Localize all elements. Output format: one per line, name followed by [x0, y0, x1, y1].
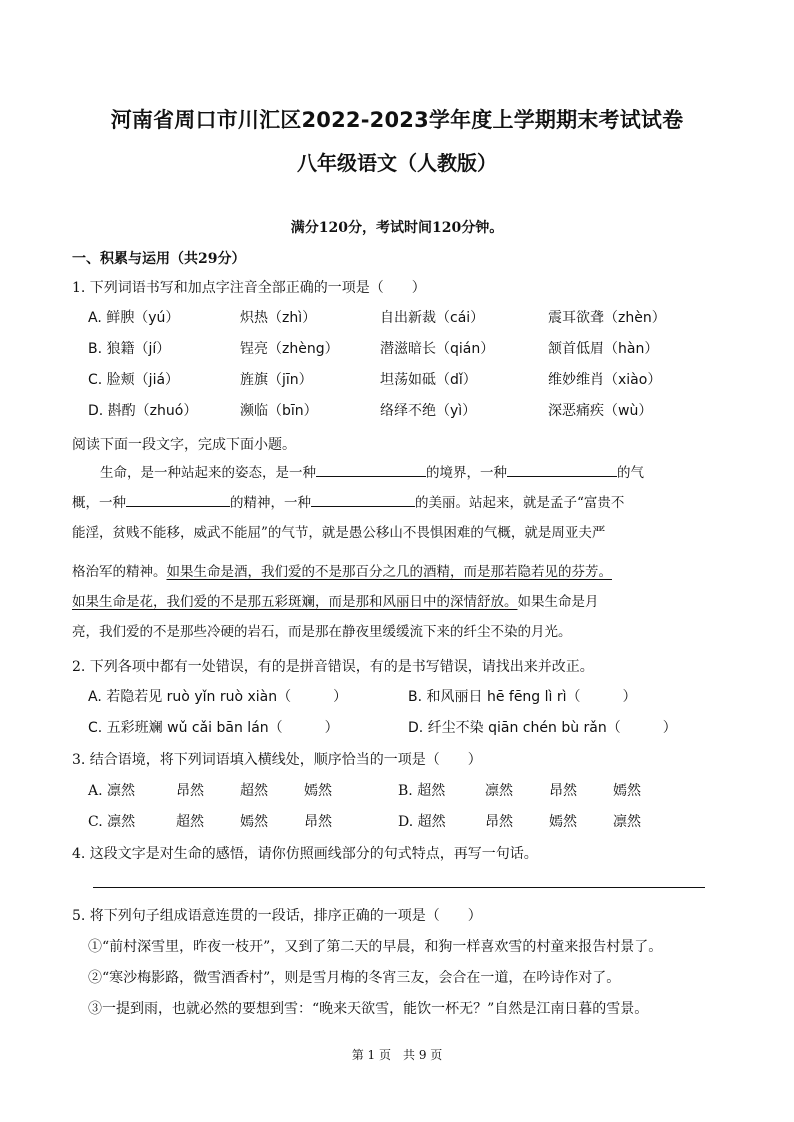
question-3-stem: 3. 结合语境，将下列词语填入横线处，顺序恰当的一项是（ ） [72, 752, 482, 768]
passage-text: 格治军的精神。 [72, 564, 167, 580]
q3-option-c-3: 嫣然 [240, 814, 268, 830]
q1-option-a-3: 自出新裁（cái） [380, 310, 485, 326]
question-5-stem: 5. 将下列句子组成语意连贯的一段话，排序正确的一项是（ ） [72, 908, 482, 924]
question-2-stem: 2. 下列各项中都有一处错误，有的是拼音错误，有的是书写错误，请找出来并改正。 [72, 659, 594, 675]
q1-option-b-1: B. 狼籍（jí） [88, 341, 171, 357]
q1-option-b-4: 颔首低眉（hàn） [548, 341, 659, 357]
passage-text: 生命，是一种站起来的姿态，是一种 [100, 465, 316, 481]
passage-line-5 [72, 587, 599, 617]
q1-option-c-4: 维妙维肖（xiào） [548, 372, 662, 388]
q1-option-c-2: 旌旗（jīn） [240, 372, 313, 388]
q3-option-d-4: 凛然 [613, 814, 641, 830]
q3-option-a-2: 昂然 [176, 783, 204, 799]
exam-subtitle: 八年级语文（人教版） [297, 151, 497, 175]
q1-option-d-1: D. 斟酌（zhuó） [88, 403, 198, 419]
q3-option-b-3: 昂然 [549, 783, 577, 799]
underlined-sentence-1: 如果生命是酒，我们爱的不是那百分之几的酒精，而是那若隐若见的芬芳。 [166, 564, 612, 580]
q1-option-a-4: 震耳欲聋（zhèn） [548, 310, 666, 326]
q5-sentence-3: ③一提到雨，也就必然的要想到雪：“晚来天欲雪，能饮一杯无？”自然是江南日暮的雪景。 [88, 1001, 649, 1017]
q3-option-d-3: 嫣然 [549, 814, 577, 830]
question-4-stem: 4. 这段文字是对生命的感悟，请你仿照画线部分的句式特点，再写一句话。 [72, 846, 538, 862]
reading-intro: 阅读下面一段文字，完成下面小题。 [72, 437, 296, 453]
passage-text: 如果生命是月 [517, 594, 599, 610]
passage-text: 的美丽。站起来，就是孟子“富贵不 [415, 495, 625, 511]
q2-option-a: A. 若隐若见 ruò yǐn ruò xiàn（ ） [88, 689, 348, 705]
q5-sentence-2: ②“寒沙梅影路，微雪酒香村”，则是雪月梅的冬宵三友，会合在一道，在吟诗作对了。 [88, 970, 621, 986]
passage-line-2 [72, 488, 624, 518]
q1-option-a-2: 炽热（zhì） [240, 310, 317, 326]
q3-option-b-4: 嫣然 [613, 783, 641, 799]
q3-option-c-4: 昂然 [304, 814, 332, 830]
passage-line-6: 亮，我们爱的不是那些冷硬的岩石，而是那在静夜里缓缓流下来的纤尘不染的月光。 [72, 624, 572, 640]
fill-blank-2[interactable] [507, 462, 617, 477]
q3-option-b-2: 凛然 [485, 783, 513, 799]
fill-blank-3[interactable] [126, 492, 230, 507]
q2-option-d: D. 纤尘不染 qiān chén bù rǎn（ ） [408, 720, 677, 736]
q1-option-d-4: 深恶痛疾（wù） [548, 403, 653, 419]
passage-line-4 [72, 557, 612, 587]
q3-option-c-2: 超然 [176, 814, 204, 830]
q3-option-d-1: D. 超然 [398, 814, 446, 830]
q3-option-a-3: 超然 [240, 783, 268, 799]
exam-title: 河南省周口市川汇区2022-2023学年度上学期期末考试试卷 [110, 108, 684, 132]
q3-option-a-4: 嫣然 [304, 783, 332, 799]
q3-option-a-1: A. 凛然 [88, 783, 136, 799]
fill-blank-4[interactable] [311, 492, 415, 507]
q3-option-c-1: C. 凛然 [88, 814, 136, 830]
q3-option-b-1: B. 超然 [398, 783, 446, 799]
q1-option-a-1: A. 鲜腴（yú） [88, 310, 180, 326]
passage-line-3: 能淫，贫贱不能移，威武不能屈”的气节，就是愚公移山不畏惧困难的气概，就是周亚夫严 [72, 525, 606, 541]
q1-option-c-3: 坦荡如砥（dǐ） [380, 372, 477, 388]
section-title: 一、积累与运用（共29分） [72, 251, 246, 267]
passage-text: 的气 [617, 465, 644, 481]
passage-text: 的境界，一种 [426, 465, 507, 481]
q1-option-b-2: 锃亮（zhèng） [240, 341, 339, 357]
exam-meta: 满分120分，考试时间120分钟。 [290, 220, 504, 236]
question-1-stem: 1. 下列词语书写和加点字注音全部正确的一项是（ ） [72, 280, 426, 296]
passage-line-1 [100, 458, 644, 488]
underlined-sentence-2: 如果生命是花，我们爱的不是那五彩斑斓，而是那和风丽日中的深情舒放。 [72, 594, 518, 610]
q1-option-c-1: C. 脸颊（jiá） [88, 372, 180, 388]
q1-option-d-2: 濒临（bīn） [240, 403, 318, 419]
q5-sentence-1: ①“前村深雪里，昨夜一枝开”，又到了第二天的早晨，和狗一样喜欢雪的村童来报告村景了。 [88, 939, 663, 955]
q1-option-d-3: 络绎不绝（yì） [380, 403, 477, 419]
passage-text: 的精神，一种 [230, 495, 311, 511]
q3-option-d-2: 昂然 [485, 814, 513, 830]
page-footer: 第 1 页 共 9 页 [351, 1048, 443, 1062]
passage-text: 概，一种 [72, 495, 126, 511]
answer-line[interactable] [93, 887, 705, 888]
fill-blank-1[interactable] [316, 462, 426, 477]
q1-option-b-3: 潜滋暗长（qián） [380, 341, 495, 357]
q2-option-c: C. 五彩班斓 wǔ cǎi bān lán（ ） [88, 720, 339, 736]
q2-option-b: B. 和风丽日 hē fēng lì rì（ ） [408, 689, 637, 705]
